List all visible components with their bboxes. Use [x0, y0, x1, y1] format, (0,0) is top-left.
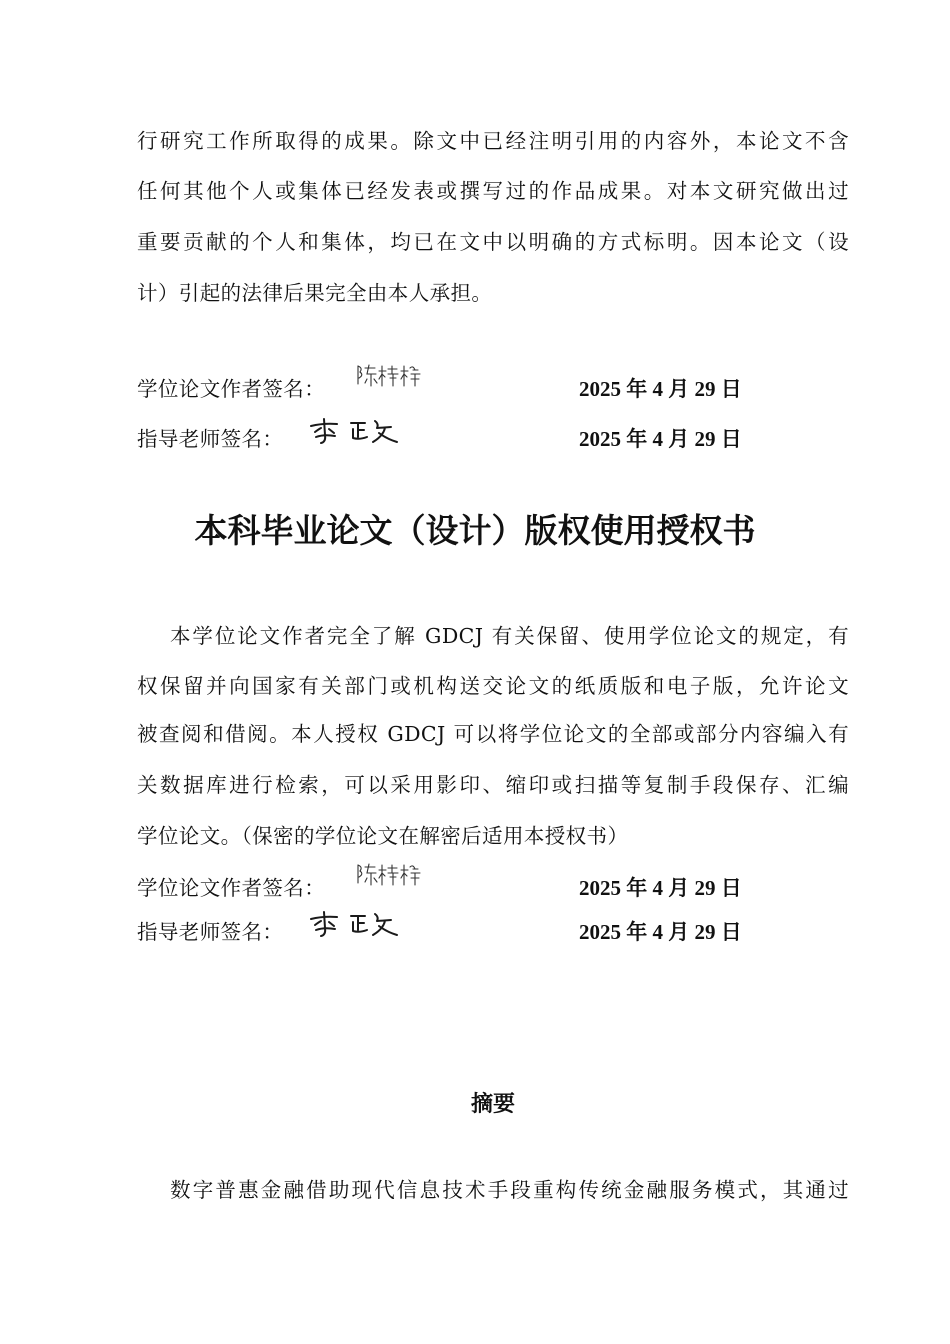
declaration-line-3: 重要贡献的个人和集体，均已在文中以明确的方式标明。因本论文（设: [137, 230, 849, 254]
declaration-advisor-signature-row: [137, 425, 849, 455]
author-handwritten-signature-icon: [355, 362, 427, 390]
advisor-handwritten-signature-icon: [307, 908, 403, 940]
advisor-signature-label: 指导老师签名：: [137, 427, 284, 451]
advisor-signature-date: 2025 年 4 月 29 日: [579, 427, 742, 451]
declaration-line-4: 计）引起的法律后果完全由本人承担。: [137, 281, 493, 305]
copyright-author-signature-row: [137, 874, 849, 904]
declaration-line-2: 任何其他个人或集体已经发表或撰写过的作品成果。对本文研究做出过: [137, 179, 849, 203]
author-signature-date: 2025 年 4 月 29 日: [579, 876, 742, 900]
copyright-line-5: 学位论文。（保密的学位论文在解密后适用本授权书）: [137, 824, 629, 848]
advisor-signature-label: 指导老师签名：: [137, 920, 284, 944]
declaration-line-1: 行研究工作所取得的成果。除文中已经注明引用的内容外，本论文不含: [137, 129, 849, 153]
advisor-signature-date: 2025 年 4 月 29 日: [579, 920, 742, 944]
abstract-first-line: 数字普惠金融借助现代信息技术手段重构传统金融服务模式，其通过: [170, 1178, 849, 1202]
copyright-advisor-signature-row: [137, 918, 849, 948]
declaration-author-signature-row: [137, 375, 849, 405]
author-signature-label: 学位论文作者签名：: [137, 377, 326, 401]
author-handwritten-signature-icon: [355, 861, 427, 889]
copyright-line-4: 关数据库进行检索，可以采用影印、缩印或扫描等复制手段保存、汇编: [137, 773, 849, 797]
copyright-title: 本科毕业论文（设计）版权使用授权书: [194, 511, 756, 550]
copyright-line-3: 被查阅和借阅。本人授权 GDCJ 可以将学位论文的全部或部分内容编入有: [137, 722, 849, 746]
advisor-handwritten-signature-icon: [307, 415, 403, 447]
copyright-line-1: 本学位论文作者完全了解 GDCJ 有关保留、使用学位论文的规定，有: [170, 624, 849, 648]
author-signature-label: 学位论文作者签名：: [137, 876, 326, 900]
copyright-line-2: 权保留并向国家有关部门或机构送交论文的纸质版和电子版，允许论文: [137, 674, 849, 698]
author-signature-date: 2025 年 4 月 29 日: [579, 377, 742, 401]
abstract-title: 摘要: [470, 1092, 515, 1117]
